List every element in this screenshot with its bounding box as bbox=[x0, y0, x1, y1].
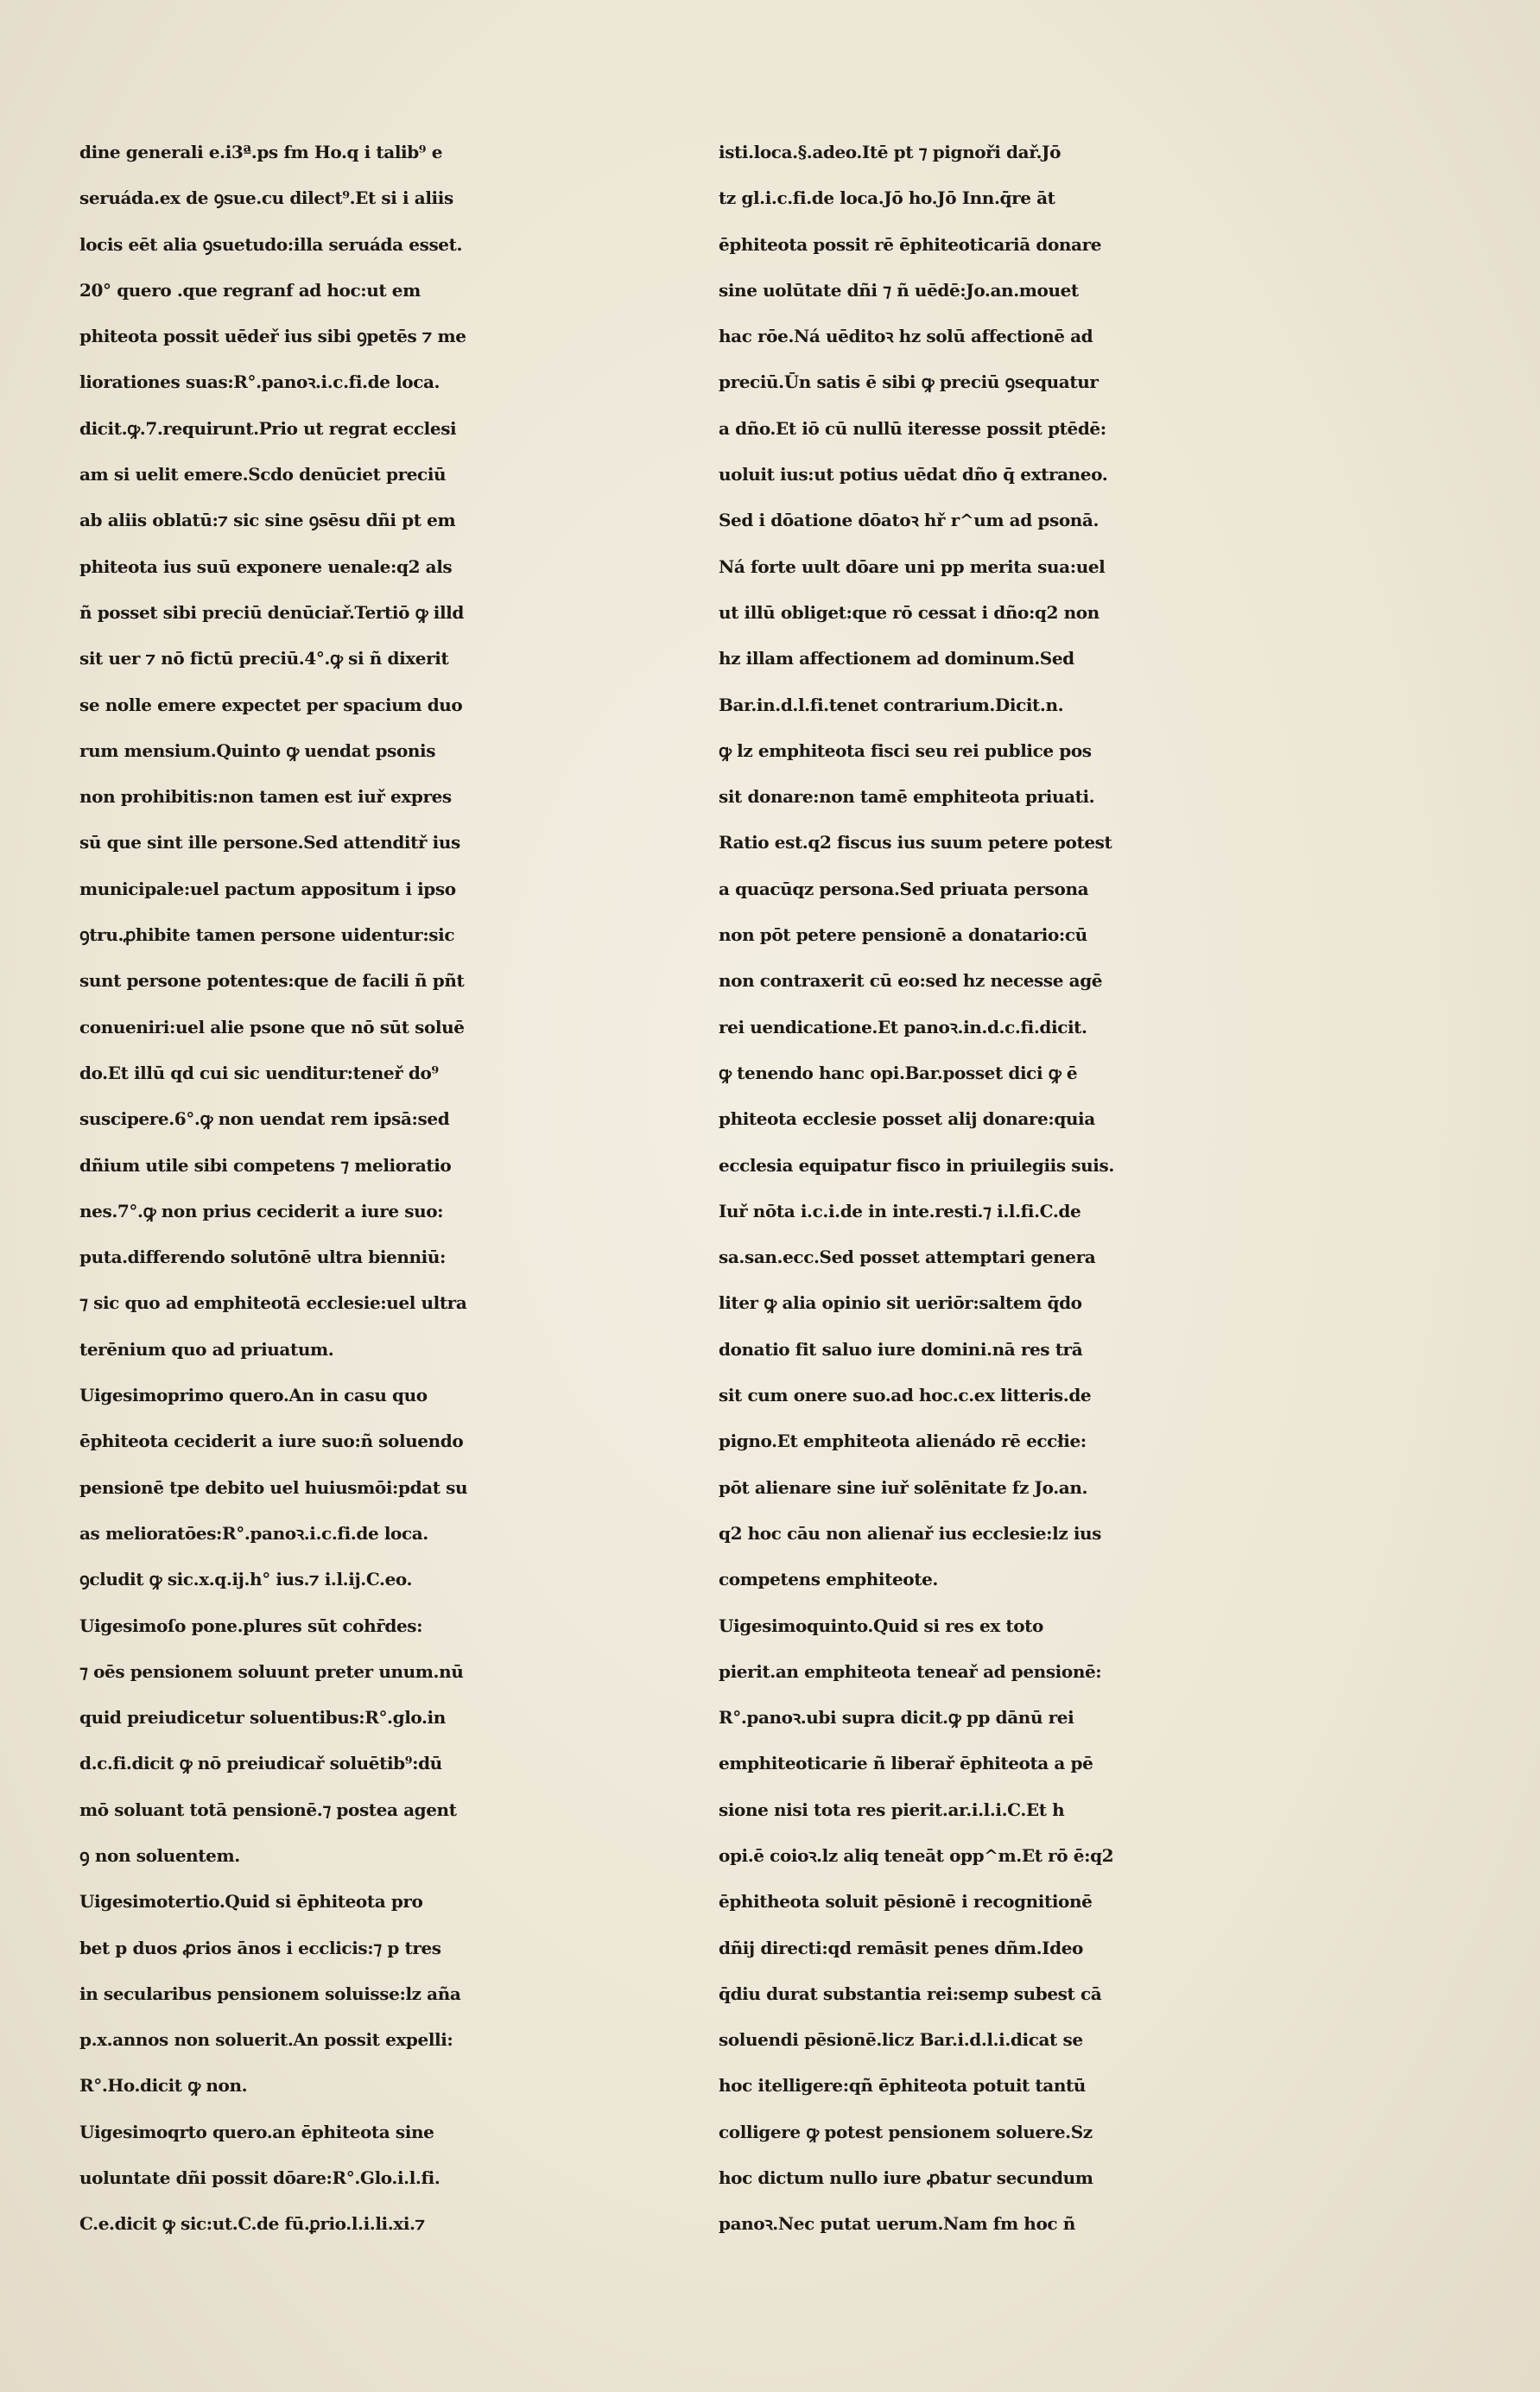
text-line: uoluit ius:ut potius uēdat dño q̄ extraneo. bbox=[719, 464, 1108, 485]
text-line: hoc itelligere:qñ ēphiteota potuit tantū bbox=[719, 2075, 1086, 2097]
text-line: ꝙ lz emphiteota fisci seu rei publice pos bbox=[719, 739, 1092, 761]
text-line: non pōt petere pensionē a donatario:cū bbox=[719, 924, 1087, 946]
text-line: sit cum onere suo.ad hoc.c.ex litteris.de bbox=[719, 1385, 1092, 1406]
text-line: a quacūqz persona.Sed priuata persona bbox=[719, 878, 1089, 899]
text-line: hz illam affectionem ad dominum.Sed bbox=[719, 648, 1074, 669]
text-line: ꝙ tenendo hanc opi.Bar.posset dici ꝙ ē bbox=[719, 1062, 1078, 1083]
text-line: Uigesimoqrto quero.an ēphiteota sine bbox=[79, 2121, 434, 2142]
text-line: ēphiteota possit rē ēphiteoticariā donare bbox=[719, 233, 1102, 255]
text-line: dicit.ꝙ.7.requirunt.Prio ut regrat ecclesi bbox=[79, 417, 457, 439]
text-line: phiteota ecclesie posset alij donare:quia bbox=[719, 1108, 1095, 1130]
text-line: pōt alienare sine iuř solēnitate fz Jo.an. bbox=[719, 1476, 1088, 1498]
text-line: pierit.an emphiteota teneař ad pensionē: bbox=[719, 1660, 1102, 1682]
text-line: non contraxerit cū eo:sed hz necesse agē bbox=[719, 970, 1103, 992]
text-line: bet p duos ꝓrios ānos i ecclicis:⁊ p tres bbox=[79, 1937, 441, 1958]
text-line: dñij directi:qd remāsit penes dñm.Ideo bbox=[719, 1937, 1083, 1958]
text-line: uoluntate dñi possit dōare:R°.Glo.i.l.fi. bbox=[79, 2167, 440, 2189]
text-line: q2 hoc cāu non alienař ius ecclesie:lz ius bbox=[719, 1522, 1102, 1544]
text-line: se nolle emere expectet per spacium duo bbox=[79, 694, 463, 715]
text-line: nes.7°.ꝙ non prius ceciderit a iure suo: bbox=[79, 1200, 444, 1221]
text-line: sione nisi tota res pierit.ar.i.l.i.C.Et h bbox=[719, 1799, 1065, 1820]
text-line: opi.ē coioꝛ.lz aliq teneāt opp^m.Et rō ē:q2 bbox=[719, 1844, 1114, 1866]
text-line: ꝯtru.ꝓhibite tamen persone uidentur:sic bbox=[79, 924, 455, 946]
text-line: pigno.Et emphiteota alienádo rē eccłie: bbox=[719, 1431, 1087, 1452]
text-line: isti.loca.§.adeo.Itē pt ⁊ pignoři dař.Jō bbox=[719, 142, 1062, 162]
text-line: terēnium quo ad priuatum. bbox=[79, 1338, 334, 1360]
text-line: ab aliis oblatū:⁊ sic sine ꝯsēsu dñi pt em bbox=[79, 510, 456, 531]
text-line: dine generali e.i3ª.ps fm Ho.q i talib⁹ e bbox=[79, 142, 443, 162]
text-line: dñium utile sibi competens ⁊ melioratio bbox=[79, 1154, 452, 1176]
text-line: as melioratōes:R°.panoꝛ.i.c.fi.de loca. bbox=[79, 1522, 428, 1544]
text-line: Ratio est.q2 fiscus ius suum petere potest bbox=[719, 832, 1112, 853]
text-line: donatio fit saluo iure domini.nā res trā bbox=[719, 1338, 1083, 1360]
text-line: Uigesimoprimo quero.An in casu quo bbox=[79, 1385, 428, 1406]
text-line: ecclesia equipatur fisco in priuilegiis suis. bbox=[719, 1154, 1114, 1176]
text-line: phiteota ius suū exponere uenale:q2 als bbox=[79, 555, 453, 577]
text-line: sū que sint ille persone.Sed attenditř ius bbox=[79, 832, 460, 853]
text-line: conueniri:uel alie psone que nō sūt soluē bbox=[79, 1016, 465, 1037]
text-line: Uigesimotertio.Quid si ēphiteota pro bbox=[79, 1891, 423, 1913]
text-line: puta.differendo solutōnē ultra bienniū: bbox=[79, 1247, 446, 1268]
text-line: C.e.dicit ꝙ sic:ut.C.de fū.ꝑrio.l.i.li.xi.⁊ bbox=[79, 2213, 425, 2235]
text-line: Uigesimoquinto.Quid si res ex toto bbox=[719, 1615, 1043, 1636]
text-line: liorationes suas:R°.panoꝛ.i.c.fi.de loca. bbox=[79, 371, 440, 393]
text-line: quid preiudicetur soluentibus:R°.glo.in bbox=[79, 1707, 446, 1729]
text-line: tz gl.i.c.fi.de loca.Jō ho.Jō Inn.q̄re āt bbox=[719, 187, 1055, 209]
text-line: ēphitheota soluit pēsionē i recognitionē bbox=[719, 1891, 1093, 1913]
text-line: sa.san.ecc.Sed posset attemptari genera bbox=[719, 1247, 1096, 1268]
text-line: sunt persone potentes:que de facili ñ pñt bbox=[79, 970, 465, 992]
text-line: hoc dictum nullo iure ꝓbatur secundum bbox=[719, 2167, 1093, 2189]
text-line: rum mensium.Quinto ꝙ uendat psonis bbox=[79, 739, 436, 761]
text-line: a dño.Et iō cū nullū iteresse possit ptēdē: bbox=[719, 417, 1106, 439]
text-line: sit donare:non tamē emphiteota priuati. bbox=[719, 786, 1095, 808]
text-line: Uigesimoſo pone.plures sūt cohr̄des: bbox=[79, 1615, 423, 1636]
text-line: locis eēt alia ꝯsuetudo:illa seruáda esset. bbox=[79, 233, 463, 255]
text-line: p.x.annos non soluerit.An possit expelli: bbox=[79, 2029, 453, 2051]
right-text-column bbox=[719, 130, 1340, 2248]
text-line: mō soluant totā pensionē.⁊ postea agent bbox=[79, 1799, 457, 1820]
text-line: ꝯ non soluentem. bbox=[79, 1844, 240, 1866]
text-line: rei uendicatione.Et panoꝛ.in.d.c.fi.dicit. bbox=[719, 1016, 1087, 1037]
text-line: Iuř nōta i.c.i.de in inte.resti.⁊ i.l.fi.C.de bbox=[719, 1200, 1081, 1221]
text-line: suscipere.6°.ꝙ non uendat rem ipsā:sed bbox=[79, 1108, 450, 1130]
text-line: phiteota possit uēdeř ius sibi ꝯpetēs ⁊ me bbox=[79, 326, 466, 347]
text-line: Bar.in.d.l.fi.tenet contrarium.Dicit.n. bbox=[719, 694, 1064, 715]
text-line: ꝯcludit ꝙ sic.x.q.ij.h° ius.⁊ i.l.ij.C.eo. bbox=[79, 1569, 413, 1590]
text-line: ñ posset sibi preciū denūciař.Tertiō ꝙ illd bbox=[79, 601, 464, 623]
text-line: R°.panoꝛ.ubi supra dicit.ꝙ pp dānū rei bbox=[719, 1707, 1074, 1729]
text-line: liter ꝙ alia opinio sit ueriōr:saltem q̄do bbox=[719, 1292, 1082, 1314]
text-line: ut illū obliget:que rō cessat i dño:q2 non bbox=[719, 601, 1100, 623]
text-line: am si uelit emere.Scdo denūciet preciū bbox=[79, 464, 447, 485]
text-line: R°.Ho.dicit ꝙ non. bbox=[79, 2075, 248, 2097]
text-line: colligere ꝙ potest pensionem soluere.Sz bbox=[719, 2121, 1093, 2142]
text-line: ēphiteota ceciderit a iure suo:ñ soluendo bbox=[79, 1431, 464, 1452]
text-line: sine uolūtate dñi ⁊ ñ uēdē:Jo.an.mouet bbox=[719, 279, 1079, 301]
left-text-column bbox=[79, 130, 701, 2248]
text-line: soluendi pēsionē.licz Bar.i.d.l.i.dicat se bbox=[719, 2029, 1083, 2051]
text-line: ⁊ oēs pensionem soluunt preter unum.nū bbox=[79, 1660, 464, 1682]
text-line: in secularibus pensionem soluisse:lz aña bbox=[79, 1983, 461, 2004]
text-line: competens emphiteote. bbox=[719, 1569, 938, 1590]
text-line: emphiteoticarie ñ liberař ēphiteota a pē bbox=[719, 1753, 1093, 1774]
text-line: d.c.fi.dicit ꝙ nō preiudicař soluētib⁹:dū bbox=[79, 1753, 442, 1774]
text-line: seruáda.ex de ꝯsue.cu dilect⁹.Et si i aliis bbox=[79, 187, 453, 209]
text-line: ⁊ sic quo ad emphiteotā ecclesie:uel ultra bbox=[79, 1292, 467, 1314]
text-line: Ná forte uult dōare uni pp merita sua:uel bbox=[719, 555, 1106, 577]
text-line: do.Et illū qd cui sic uenditur:teneř do⁹ bbox=[79, 1062, 439, 1083]
text-line: pensionē tpe debito uel huiusmōi:pdat su bbox=[79, 1476, 468, 1498]
text-line: 20° quero .que regranf ad hoc:ut em bbox=[79, 279, 421, 301]
text-line: hac rōe.Ná uēditoꝛ hz solū affectionē ad bbox=[719, 326, 1093, 347]
text-line: sit uer ⁊ nō fictū preciū.4°.ꝙ si ñ dixerit bbox=[79, 648, 449, 669]
text-line: non prohibitis:non tamen est iuř expres bbox=[79, 786, 452, 808]
text-line: Sed i dōatione dōatoꝛ hř r^um ad psonā. bbox=[719, 510, 1100, 531]
text-line: municipale:uel pactum appositum i ipso bbox=[79, 878, 456, 899]
text-line: q̄diu durat substantia rei:semp subest cā bbox=[719, 1983, 1102, 2004]
text-line: preciū.Ūn satis ē sibi ꝙ preciū ꝯsequatur bbox=[719, 371, 1099, 393]
text-line: panoꝛ.Nec putat uerum.Nam fm hoc ñ bbox=[719, 2213, 1075, 2235]
